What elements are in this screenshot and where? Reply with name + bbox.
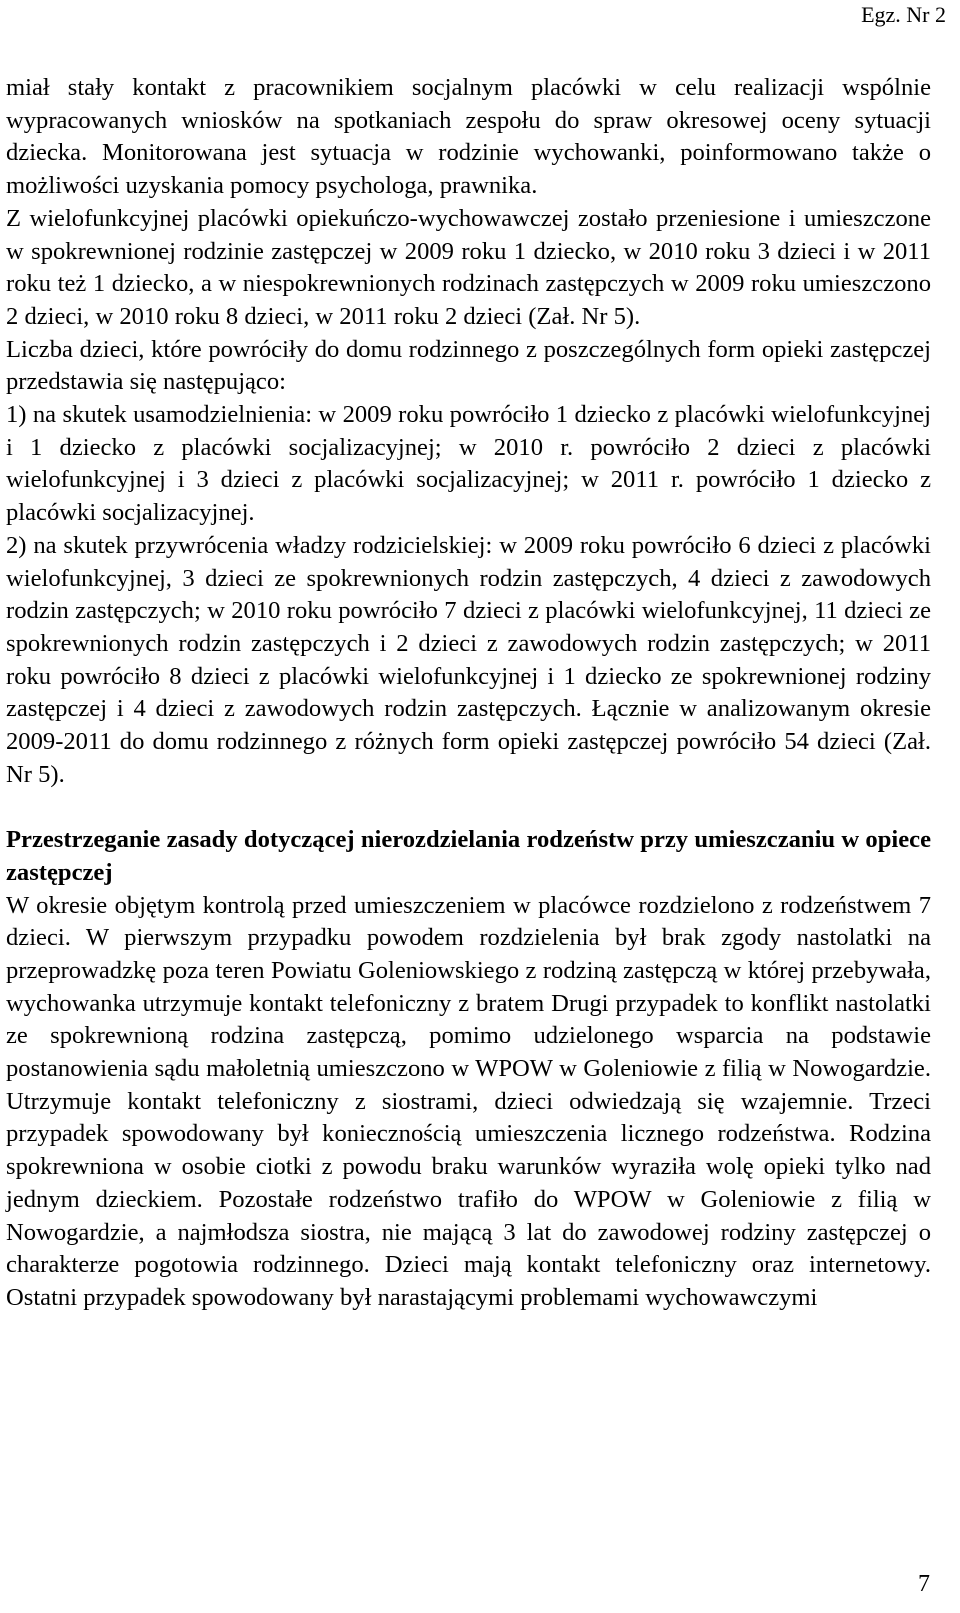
copy-number-label: Egz. Nr 2 (861, 2, 946, 27)
paragraph-contact: miał stały kontakt z pracownikiem socjalnym placówki w celu realizacji wspólnie wypracowanych wniosków na spotkaniach zespołu do spraw okresowej oceny sytuacji dziecka. Monitorowana jest sytuacja w rodzinie wychowanki, poinformowano także o możliwości uzyskania pomocy psychologa, prawnika. (6, 74, 931, 200)
paragraph-placements: Z wielofunkcyjnej placówki opiekuńczo-wychowawczej zostało przeniesione i umieszczone w spokrewnionej rodzinie zastępczej w 2009 roku 1 dziecko, w 2010 roku 3 dzieci i w 2011 roku też 1 dziecko, a w niespokrewnionych rodzinach zastępczych w 2009 roku umieszczono 2 dzieci, w 2010 roku 8 dzieci, w 2011 roku 2 dzieci (Zał. Nr 5). (6, 204, 931, 330)
section-body: W okresie objętym kontrolą przed umieszczeniem w placówce rozdzielono z rodzeństwem 7 dzieci. W pierwszym przypadku powodem rozdzielenia był brak zgody nastolatki na przeprowadzkę poza teren Powiatu Goleniowskiego z rodziną zastępczą w której przebywała, wychowanka utrzymuje kontakt telefoniczny z bratem Drugi przypadek to konflikt nastolatki ze spokrewnioną rodzina zastępczą, pomimo udzielonego wsparcia na podstawie postanowienia sądu małoletnią umieszczono w WPOW w Goleniowie z filią w Nowogardzie. Utrzymuje kontakt telefoniczny z siostrami, dzieci odwiedzają się wzajemnie. Trzeci przypadek spowodowany był koniecznością umieszczenia licznego rodzeństwa. Rodzina spokrewniona w osobie ciotki z powodu braku warunków wyraziła wolę opieki tylko nad jednym dzieckiem. Pozostałe rodzeństwo trafiło do WPOW w Goleniowie z filią w Nowogardzie, a najmłodsza siostra, nie mającą 3 lat do zawodowej rodziny zastępczej o charakterze pogotowia rodzinnego. Dzieci mają kontakt telefoniczny oraz internetowy. Ostatni przypadek spowodowany był narastającymi problemami wychowawczymi (6, 891, 931, 1311)
paragraph-returns-independence: 1) na skutek usamodzielnienia: w 2009 roku powróciło 1 dziecko z placówki wielofunkcyjnej i 1 dziecko z placówki socjalizacyjnej; w 2010 r. powróciło 2 dzieci z placówki wielofunkcyjnej i 3 dzieci z placówki socjalizacyjnej; w 2011 r. powróciło 1 dziecko z placówki socjalizacyjnej. (6, 401, 931, 527)
paragraph-returns-parental-rights: 2) na skutek przywrócenia władzy rodzicielskiej: w 2009 roku powróciło 6 dzieci z placówki wielofunkcyjnej, 3 dzieci ze spokrewnionych rodzin zastępczych, 4 dzieci z zawodowych rodzin zastępczych; w 2010 roku powróciło 7 dzieci z placówki wielofunkcyjnej, 11 dzieci ze spokrewnionych rodzin zastępczych i 2 dzieci z zawodowych rodzin zastępczych; w 2011 roku powróciło 8 dzieci z placówki wielofunkcyjnej i 1 dziecko ze spokrewnionej rodziny zastępczej i 4 dzieci z zawodowych rodzin zastępczych. Łącznie w analizowanym okresie 2009-2011 do domu rodzinnego z różnych form opieki zastępczej powróciło 54 dzieci (Zał. Nr 5). (6, 531, 931, 788)
document-body (6, 72, 931, 1315)
section-heading: Przestrzeganie zasady dotyczącej nierozdzielania rodzeństw przy umieszczaniu w opiece zastępczej (6, 826, 931, 886)
section-spacer (6, 791, 931, 824)
page-number: 7 (918, 1571, 930, 1597)
paragraph-returns-intro: Liczba dzieci, które powróciły do domu rodzinnego z poszczególnych form opieki zastępczej przedstawia się następująco: (6, 335, 931, 396)
